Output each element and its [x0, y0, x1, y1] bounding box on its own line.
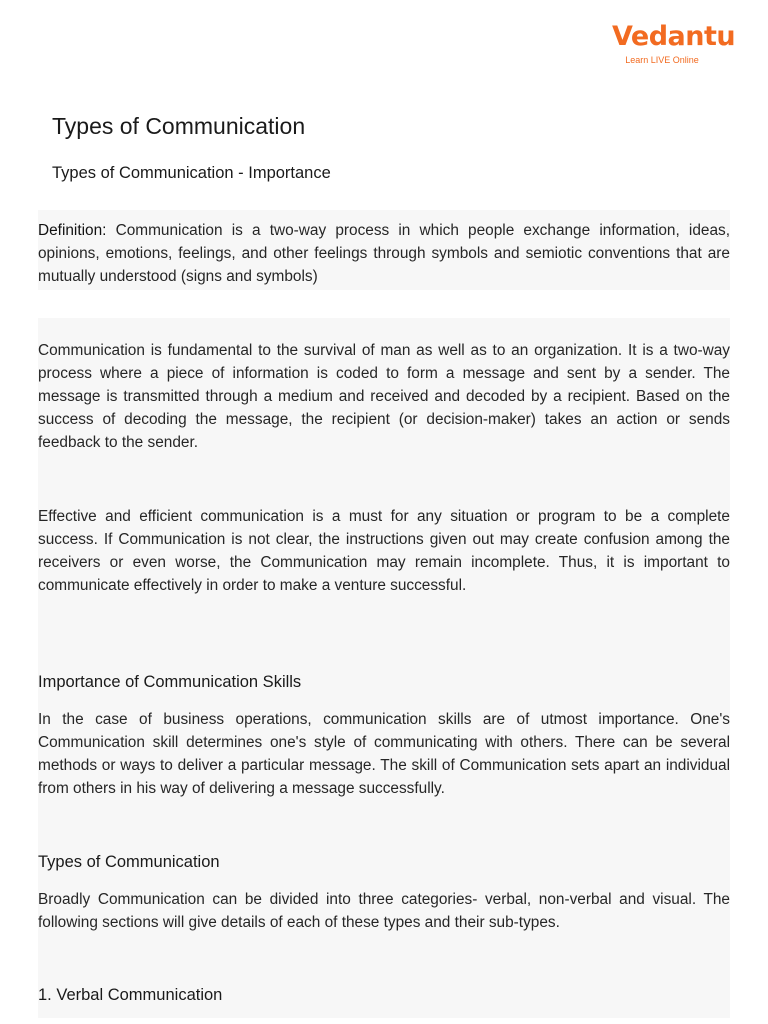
page-subtitle: Types of Communication - Importance [52, 164, 331, 182]
section-heading-types: Types of Communication [38, 853, 220, 871]
types-paragraph: Broadly Communication can be divided into three categories- verbal, non-verbal and visual. The following sections will give details of each of these types and their sub-types. [38, 891, 730, 931]
definition-text: Communication is a two-way process in which people exchange information, ideas, opinions, emotions, feelings, and other feelings through symbols and semiotic conventions that are mutually understood (signs and symbols) [38, 222, 730, 285]
definition-label: Definition: [38, 222, 107, 239]
page-title: Types of Communication [52, 113, 306, 139]
importance-paragraph: In the case of business operations, communication skills are of utmost importance. One's Communication skill determines one's style of communicating with others. There can be several methods or ways to deliver a particular message. The skill of Communication sets apart an individual from others in his way of delivering a message successfully. [38, 711, 730, 797]
logo-tagline: Learn LIVE Online [625, 55, 699, 65]
intro-paragraph-1: Communication is fundamental to the survival of man as well as to an organization. It is a two-way process where a piece of information is coded to form a message and sent by a sender. The message is transmitted through a medium and received and decoded by a recipient. Based on the success of decoding the message, the recipient (or decision-maker) takes an action or sends feedback to the sender. [38, 342, 730, 451]
logo-wordmark: Vedantu [612, 21, 736, 52]
document-body [38, 0, 736, 1024]
definition-paragraph [38, 219, 730, 288]
section-heading-importance: Importance of Communication Skills [38, 673, 302, 691]
section-heading-verbal: 1. Verbal Communication [38, 986, 223, 1004]
intro-paragraph-2: Effective and efficient communication is a must for any situation or program to be a complete success. If Communication is not clear, the instructions given out may create confusion among the receivers or even worse, the Communication may remain incomplete. Thus, it is important to communicate effectively in order to make a venture successful. [38, 508, 730, 594]
